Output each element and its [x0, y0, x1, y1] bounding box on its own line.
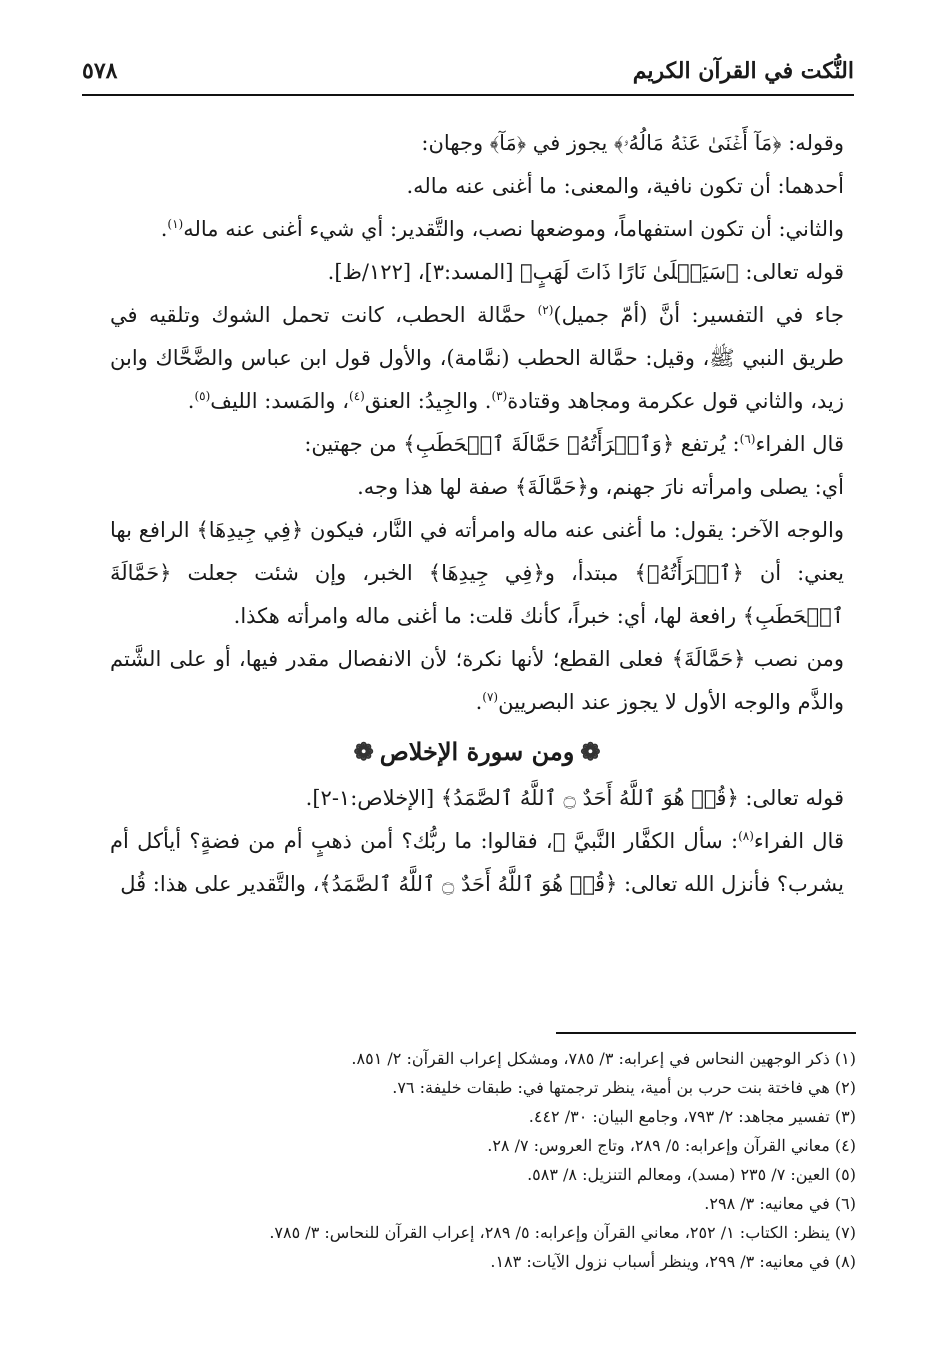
paragraph: وقوله: ﴿مَآ أَغۡنَىٰ عَنۡهُ مَالُهُۥ﴾ يجوز في ﴿مَآ﴾ وجهان:: [421, 131, 844, 155]
footnote: (٦) في معانيه: ٣/ ٢٩٨.: [704, 1194, 856, 1213]
ornament-icon: ❁: [353, 737, 374, 766]
paragraph-text: قال الفراء: [755, 432, 844, 456]
footnote-separator: [556, 1032, 856, 1034]
paragraph: [110, 294, 844, 423]
footnote: (٣) تفسير مجاهد: ٢/ ٧٩٣، وجامع البيان: ٣٠/ ٤٤٢.: [528, 1107, 856, 1126]
header-rule: [82, 94, 854, 96]
footnote: (٨) في معانيه: ٣/ ٢٩٩، وينظر أسباب نزول الآيات: ١٨٣.: [490, 1252, 856, 1271]
footnote-marker: (٣): [491, 389, 508, 403]
footnote-marker: (٤): [349, 389, 365, 403]
page-number: ٥٧٨: [82, 58, 118, 84]
paragraph: [110, 423, 844, 466]
footnote: (٤) معاني القرآن وإعرابه: ٥/ ٢٨٩، وتاج العروس: ٧/ ٢٨.: [487, 1136, 856, 1155]
paragraph: [110, 820, 844, 906]
footnote: (٧) ينظر: الكتاب: ١/ ٢٥٢، معاني القرآن وإعرابه: ٥/ ٢٨٩، إعراب القرآن للنحاس: ٣/ ٧٨٥.: [269, 1223, 856, 1242]
punctuation: .: [475, 690, 483, 714]
section-heading: [110, 730, 844, 773]
paragraph-text: ، والمَسد: الليف: [210, 389, 350, 413]
footnote-marker: (١): [167, 217, 184, 231]
paragraph-text: . والجِيدُ: العنق: [364, 389, 492, 413]
paragraph-text: : سأل الكفَّار النَّبيَّ ﷺ، فقالوا: ما ربُّك؟ أمن ذهبٍ أم من فضةٍ؟ أيأكل أم يشرب؟ فأنزل الله تعالى: ﴿قُلۡ هُوَ ٱللَّهُ أَحَدٌ ۝ ٱللَّهُ ٱلصَّمَدُ﴾، والتَّقدير على هذا: قُل: [110, 829, 844, 896]
paragraph: قوله تعالى: ﴿سَيَصۡلَىٰ نَارًا ذَاتَ لَهَبٍ﴾ [المسد:٣]، [١٢٢/ظ].: [327, 260, 844, 284]
footnote-marker: (٦): [739, 432, 756, 446]
paragraph-text: : يُرتفع ﴿وَٱمۡرَأَتُهُۥ حَمَّالَةَ ٱلۡحَطَبِ﴾ من جهتين:: [304, 432, 740, 456]
punctuation: .: [160, 217, 168, 241]
footnote: (٥) العين: ٧/ ٢٣٥ (مسد)، ومعالم التنزيل: ٨/ ٥٨٣.: [527, 1165, 856, 1184]
footnote-marker: (٨): [738, 829, 754, 843]
footnote: (١) ذكر الوجهين النحاس في إعرابه: ٣/ ٧٨٥، ومشكل إعراب القرآن: ٢/ ٨٥١.: [351, 1049, 856, 1068]
page-header: [82, 56, 854, 92]
paragraph-text: والثاني: أن تكون استفهاماً، وموضعها نصب، والتَّقدير: أي شيء أغنى عنه ماله: [183, 217, 844, 241]
paragraph: أحدهما: أن تكون نافية، والمعنى: ما أغنى عنه ماله.: [406, 174, 844, 198]
footnotes: [110, 1044, 856, 1276]
paragraph: والوجه الآخر: يقول: ما أغنى عنه ماله وامرأته في النَّار، فيكون ﴿فِي جِيدِهَا﴾ الرافع بها يعني: أن ﴿ٱمۡرَأَتُهُۥ﴾ مبتدأ، و﴿فِي جِيدِهَا﴾ الخبر، وإن شئت جعلت ﴿حَمَّالَةَ ٱلۡحَطَبِ﴾ رافعة لها، أي: خبراً، كأنك قلت: ما أغنى ماله وامرأته هكذا.: [110, 518, 844, 628]
main-text: [110, 122, 844, 906]
paragraph: أي: يصلى وامرأته نارَ جهنم، و﴿حَمَّالَةَ﴾ صفة لها هذا وجه.: [357, 475, 844, 499]
running-title: النُّكت في القرآن الكريم: [632, 58, 854, 84]
paragraph-text: حمَّالة الحطب، كانت تحمل الشوك وتلقيه في طريق النبي ﷺ، وقيل: حمَّالة الحطب (نمَّامة)، والأول قول ابن عباس والضَّحَّاك وابن زيد، والثاني قول عكرمة ومجاهد وقتادة: [110, 303, 844, 413]
paragraph: قوله تعالى: ﴿قُلۡ هُوَ ٱللَّهُ أَحَدٌ ۝ ٱللَّهُ ٱلصَّمَدُ﴾ [الإخلاص:١-٢].: [305, 786, 844, 810]
footnote: (٢) هي فاختة بنت حرب بن أمية، ينظر ترجمتها في: طبقات خليفة: ٧٦.: [392, 1078, 856, 1097]
paragraph: [110, 638, 844, 724]
paragraph: [110, 208, 844, 251]
paragraph-text: ومن نصب ﴿حَمَّالَةَ﴾ فعلى القطع؛ لأنها نكرة؛ لأن الانفصال مقدر فيها، أو على الشَّتم والذَّم والوجه الأول لا يجوز عند البصريين: [110, 647, 844, 714]
ornament-icon: ❁: [580, 737, 601, 766]
punctuation: .: [187, 389, 195, 413]
footnote-marker: (٢): [537, 303, 554, 317]
paragraph-text: قال الفراء: [753, 829, 844, 853]
footnote-marker: (٥): [194, 389, 211, 403]
section-heading-text: ومن سورة الإخلاص: [379, 737, 575, 766]
paragraph-text: جاء في التفسير: أنَّ (أمّ جميل): [553, 303, 844, 327]
footnote-marker: (٧): [482, 690, 499, 704]
